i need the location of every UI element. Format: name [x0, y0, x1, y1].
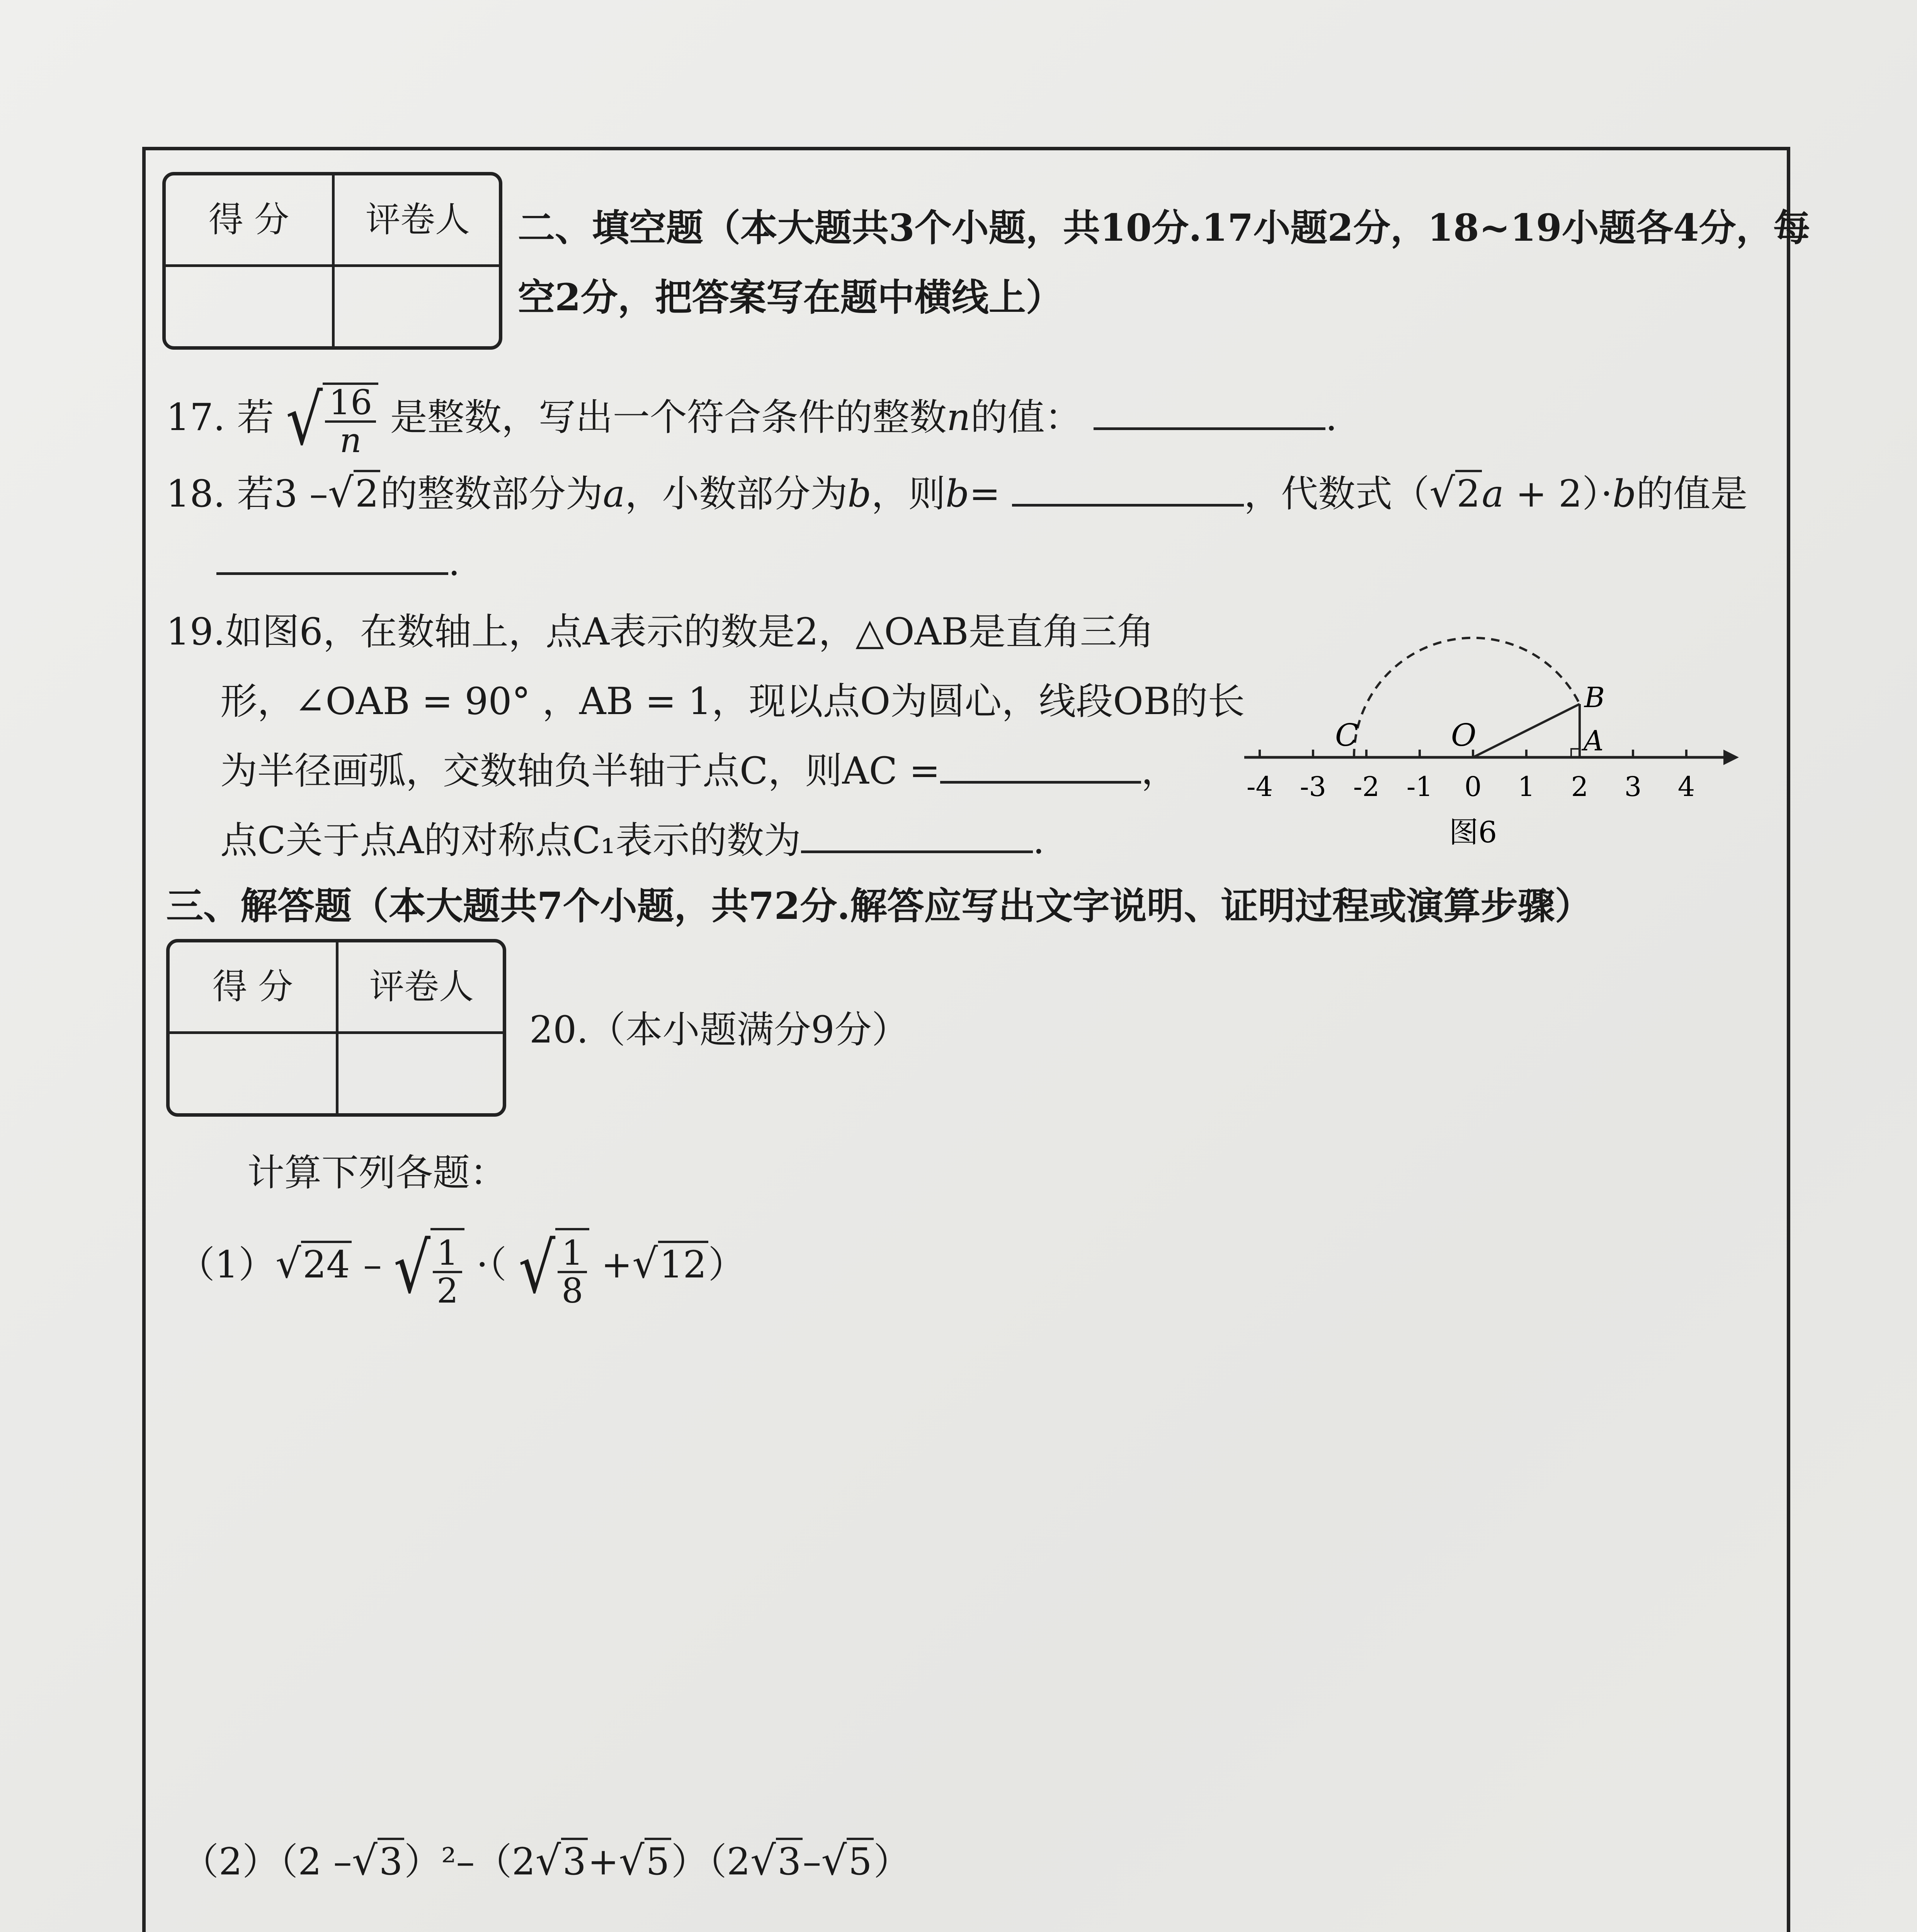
q20-part2: （2）（2 –√3）²–（2√3+√5）（2√3–√5）: [182, 1837, 911, 1884]
grader-entry[interactable]: [335, 264, 501, 349]
q20-instruction: 计算下列各题：: [247, 1151, 507, 1194]
q17-answer-blank[interactable]: [1094, 393, 1325, 430]
label-B: B: [1584, 681, 1605, 714]
score-entry[interactable]: [166, 264, 332, 349]
grader-label: 评卷人: [366, 199, 470, 240]
q19-line2: 形，∠OAB = 90° ，AB = 1，现以点O为圆心，线段OB的长: [220, 680, 1245, 723]
section3-header: 三、解答题（本大题共7个小题，共72分.解答应写出文字说明、证明过程或演算步骤）: [166, 884, 1592, 928]
q17-pre: 若: [237, 396, 274, 439]
question-18: 18. 若3 –√2的整数部分为a，小数部分为b，则b= ，代数式（√2a + 2）·b的值是: [166, 468, 1747, 519]
section2-header-cont: 空2分，把答案写在题中横线上）: [518, 276, 1063, 319]
score-entry[interactable]: [170, 1031, 336, 1116]
q19-line4: 点C关于点A的对称点C₁表示的数为 .: [220, 815, 1044, 866]
q18-line2: .: [216, 537, 460, 587]
q17-number: 17.: [166, 396, 225, 439]
tick-label: -3: [1300, 771, 1327, 803]
q18-number: 18.: [166, 472, 225, 515]
score-label: 得 分: [208, 199, 289, 240]
figure-caption: 图6: [1449, 815, 1497, 849]
tick-label: 2: [1571, 771, 1589, 803]
q19-line1: 19.如图6，在数轴上，点A表示的数是2，△OAB是直角三角: [166, 610, 1154, 653]
label-C: C: [1335, 717, 1359, 753]
tick-label: -2: [1353, 771, 1380, 803]
q18-sqrt-2: √2: [1429, 468, 1482, 519]
tick-label: 4: [1677, 771, 1695, 803]
q20-part1: （1）√24 – √ $\frac{1}{2}$ ·（ √ $\frac{1}{8}$ +√12）: [178, 1228, 745, 1311]
q17-radical: √ $\frac{16}{n}$: [286, 383, 379, 458]
q17-text: 是整数，写出一个符合条件的整数: [390, 396, 947, 439]
axis-arrow-icon: [1723, 750, 1739, 765]
q18-sqrt: √2: [328, 468, 380, 519]
score-label: 得 分: [212, 966, 293, 1007]
figure-6-number-line: [1237, 611, 1739, 889]
section2-header: 二、填空题（本大题共3个小题，共10分.17小题2分，18~19小题各4分，每: [518, 206, 1810, 250]
label-A: A: [1584, 724, 1604, 757]
q19-answer-blank-1[interactable]: [940, 746, 1141, 784]
tick-label: 1: [1517, 771, 1535, 803]
tick-label: 0: [1464, 771, 1482, 803]
label-O: O: [1451, 717, 1476, 753]
q19-answer-blank-2[interactable]: [801, 816, 1033, 853]
q18-pre: 若3 –: [237, 472, 328, 515]
tick-label: 3: [1624, 771, 1642, 803]
q20-title: 20.（本小题满分9分）: [529, 1008, 909, 1051]
score-box-section2: [162, 172, 502, 350]
grader-label: 评卷人: [369, 966, 474, 1007]
q18-answer-blank-1[interactable]: [1012, 469, 1244, 507]
q20-part1-work-area[interactable]: [178, 1333, 1723, 1797]
q18-answer-blank-2[interactable]: [216, 537, 448, 575]
q17-var: n: [946, 396, 971, 439]
grader-entry[interactable]: [338, 1031, 505, 1116]
segment-OB: [1473, 704, 1580, 757]
q20-part2-work-area[interactable]: [178, 1913, 1723, 1932]
question-17: 17. 若 √ $\frac{16}{n}$ 是整数，写出一个符合条件的整数n的值： .: [166, 380, 1337, 461]
score-box-q20: [166, 939, 506, 1117]
q17-text2: 的值：: [970, 396, 1082, 439]
q19-line3: 为半径画弧，交数轴负半轴于点C，则AC = ，: [220, 746, 1178, 796]
tick-label: -4: [1246, 771, 1273, 803]
tick-label: -1: [1406, 771, 1433, 803]
